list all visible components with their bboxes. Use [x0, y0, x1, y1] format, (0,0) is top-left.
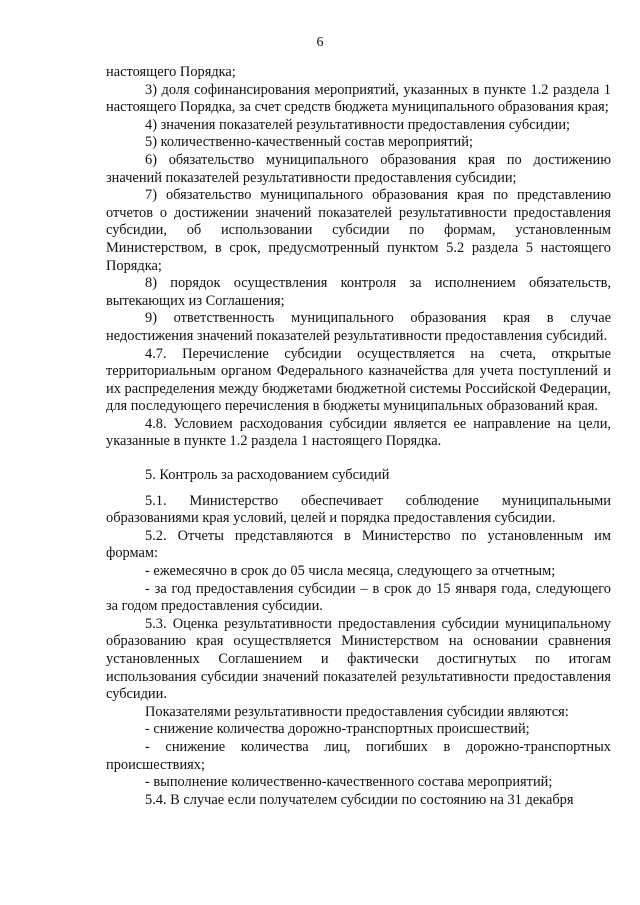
page-number: 6	[316, 35, 324, 50]
indicator-item-2: - снижение количества лиц, погибших в дорожно-транспортных происшествиях;	[106, 738, 611, 773]
clause-5-4: 5.4. В случае если получателем субсидии по состоянию на 31 декабря	[145, 791, 574, 808]
clause-5-2: 5.2. Отчеты представляются в Министерство по установленным им формам:	[106, 527, 611, 562]
list-item-3: 3) доля софинансирования мероприятий, указанных в пункте 1.2 раздела 1 настоящего Порядка, за счет средств бюджета муниципального образования края;	[106, 81, 611, 116]
section-5-heading: 5. Контроль за расходованием субсидий	[145, 467, 390, 484]
clause-5-1: 5.1. Министерство обеспечивает соблюдение муниципальными образованиями края условий, целей и порядка предоставления субсидии.	[106, 492, 611, 527]
document-body	[106, 64, 611, 809]
list-item-8: 8) порядок осуществления контроля за исполнением обязательств, вытекающих из Соглашения;	[106, 275, 611, 309]
indicator-item-1: - снижение количества дорожно-транспортных происшествий;	[145, 721, 530, 738]
indicator-item-3: - выполнение количественно-качественного состава мероприятий;	[145, 774, 553, 791]
list-item-4: 4) значения показателей результативности предоставления субсидии;	[145, 116, 571, 133]
list-item-9: 9) ответственность муниципального образования края в случае недостижения значений показателей результативности предоставления субсидий.	[106, 310, 611, 344]
paragraph-continuation: настоящего Порядка;	[106, 64, 236, 80]
clause-5-3: 5.3. Оценка результативности предоставления субсидии муниципальному образованию края осуществляется Министерством на основании сравнения установленных Соглашением и фактически достигнутых по итогам использования субсидии значений показателей результативности предоставления субсидии.	[106, 615, 611, 703]
list-item-5: 5) количественно-качественный состав мероприятий;	[145, 134, 473, 151]
report-monthly-item: - ежемесячно в срок до 05 числа месяца, следующего за отчетным;	[145, 563, 556, 580]
list-item-6: 6) обязательство муниципального образования края по достижению значений показателей результативности предоставления субсидии;	[106, 151, 611, 186]
clause-4-8: 4.8. Условием расходования субсидии является ее направление на цели, указанные в пункте 1.2 раздела 1 настоящего Порядка.	[106, 415, 611, 450]
list-item-7: 7) обязательство муниципального образования края по представлению отчетов о достижении значений показателей результативности предоставления субсидии, об использовании субсидии по формам, установленным Министерством, в срок, предусмотренный пунктом 5.2 раздела 5 настоящего Порядка;	[106, 187, 611, 274]
indicators-intro: Показателями результативности предоставления субсидии являются:	[145, 703, 569, 720]
clause-4-7: 4.7. Перечисление субсидии осуществляется на счета, открытые территориальным органом Федерального казначейства для учета поступлений и их распределения между бюджетами бюджетной системы Российской Федерации, для последующего перечисления в бюджеты муниципальных образований края.	[106, 345, 611, 415]
report-annual-item: - за год предоставления субсидии – в срок до 15 января года, следующего за годом предоставления субсидии.	[106, 580, 611, 615]
